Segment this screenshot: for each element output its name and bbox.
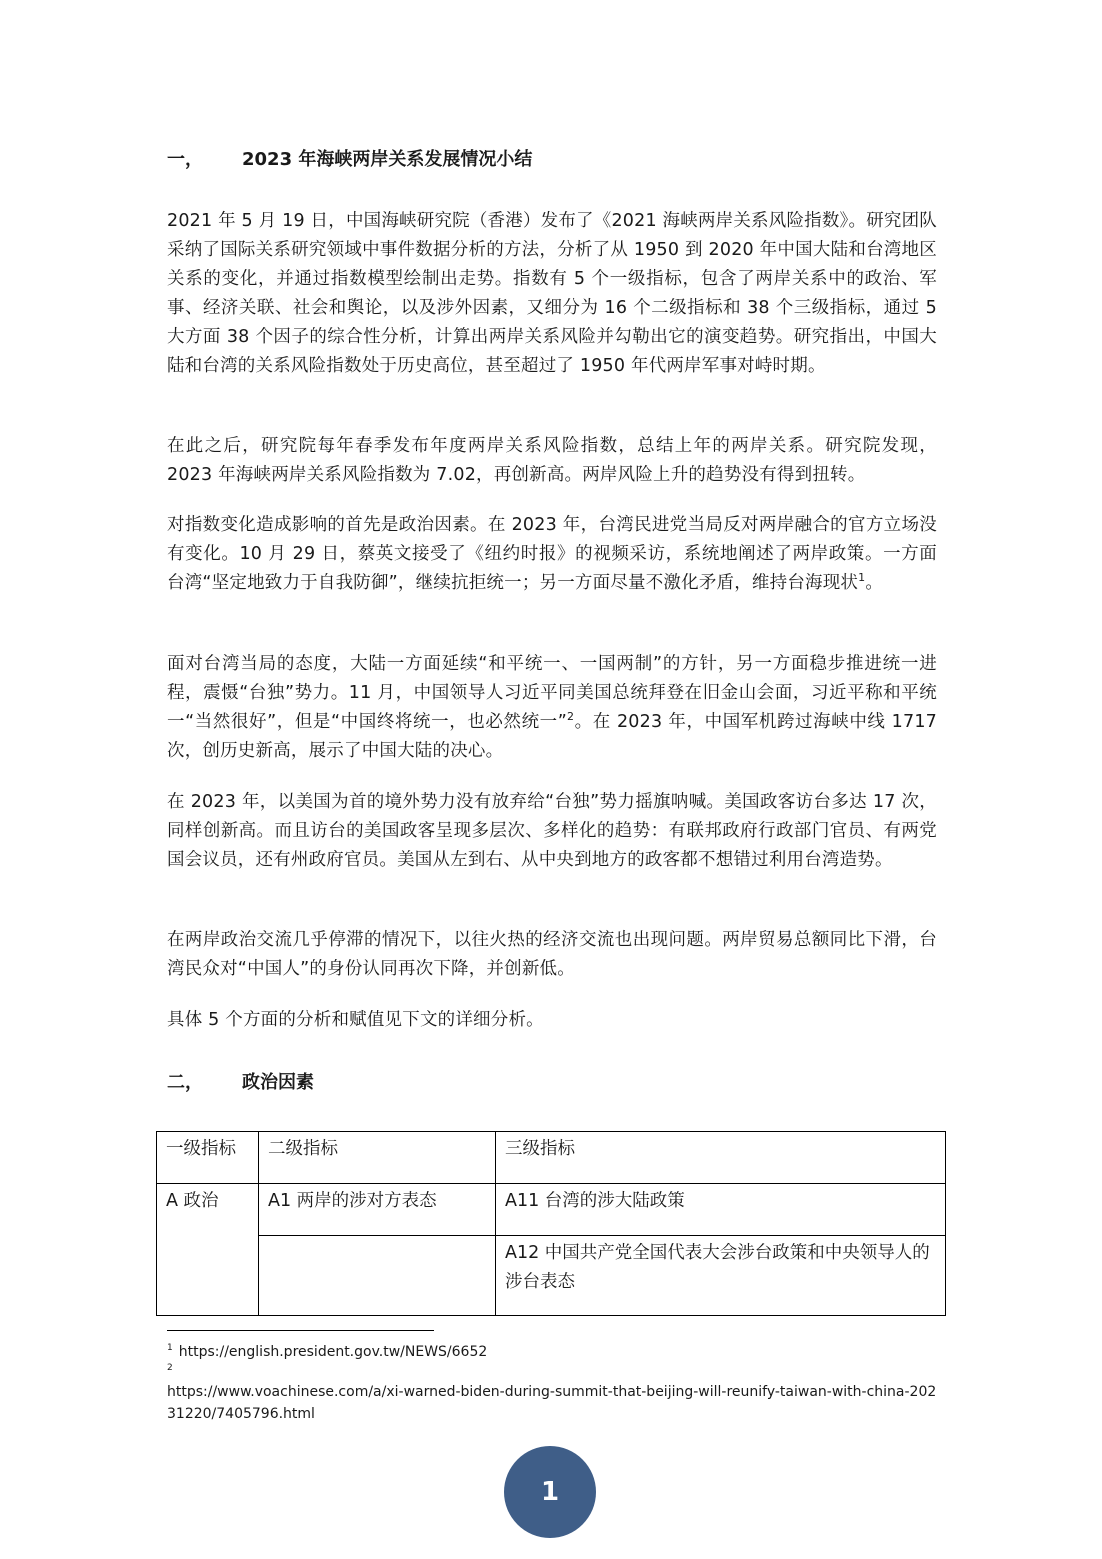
paragraph: 具体 5 个方面的分析和赋值见下文的详细分析。 [167, 1010, 544, 1030]
table-header-row [157, 1132, 946, 1184]
table-cell: A11 台湾的涉大陆政策 [496, 1184, 946, 1236]
section-heading-1 [167, 148, 532, 172]
page-number-badge: 1 [504, 1446, 596, 1538]
section-title: 2023 年海峡两岸关系发展情况小结 [242, 149, 533, 170]
paragraph-text: 面对台湾当局的态度，大陆一方面延续“和平统一、一国两制”的方针，另一方面稳步推进统一进程，震慑“台独”势力。11 月，中国领导人习近平同美国总统拜登在旧金山会面，习近平称和平统一“当然很好”，但是“中国终将统一，也必然统一” [167, 654, 937, 732]
paragraph: 在 2023 年，以美国为首的境外势力没有放弃给“台独”势力摇旗呐喊。美国政客访台多达 17 次，同样创新高。而且访台的美国政客呈现多层次、多样化的趋势：有联邦政府行政部门官员、有两党国会议员，还有州政府官员。美国从左到右、从中央到地方的政客都不想错过利用台湾造势。 [167, 792, 937, 870]
section-number: 一， [167, 149, 203, 170]
table-header-cell: 一级指标 [157, 1132, 259, 1184]
section-number: 二， [167, 1072, 203, 1093]
footnote-marker: 1 [167, 1343, 173, 1354]
paragraph: 2021 年 5 月 19 日，中国海峡研究院（香港）发布了《2021 海峡两岸关系风险指数》。研究团队采纳了国际关系研究领域中事件数据分析的方法，分析了从 1950 到 2020 年中国大陆和台湾地区关系的变化，并通过指数模型绘制出走势。指数有 5 个一级指标，包含了两岸关系中的政治、军事、经济关联、社会和舆论，以及涉外因素，又细分为 16 个二级指标和 38 个三级指标，通过 5 大方面 38 个因子的综合性分析，计算出两岸关系风险并勾勒出它的演变趋势。研究指出，中国大陆和台湾的关系风险指数处于历史高位，甚至超过了 1950 年代两岸军事对峙时期。 [167, 211, 937, 376]
table-cell: A1 两岸的涉对方表态 [259, 1184, 496, 1236]
footnote-divider [167, 1330, 434, 1331]
paragraph-text: 。 [865, 573, 884, 593]
table-row [157, 1184, 946, 1236]
table-cell: A12 中国共产党全国代表大会涉台政策和中央领导人的涉台表态 [496, 1236, 946, 1316]
footnote-ref-1[interactable]: 1 [858, 571, 866, 585]
paragraph [167, 650, 937, 766]
table-cell [259, 1236, 496, 1316]
table-cell: A 政治 [157, 1184, 259, 1316]
footnote-marker: 2 [167, 1363, 173, 1373]
footnote-1 [167, 1341, 937, 1363]
paragraph: 在两岸政治交流几乎停滞的情况下，以往火热的经济交流也出现问题。两岸贸易总额同比下滑，台湾民众对“中国人”的身份认同再次下降，并创新低。 [167, 930, 937, 979]
section-heading-2 [167, 1071, 314, 1095]
section-title: 政治因素 [242, 1072, 314, 1093]
table-header-cell: 三级指标 [496, 1132, 946, 1184]
indicator-table [156, 1131, 946, 1316]
paragraph [167, 511, 937, 598]
table-row [157, 1236, 946, 1316]
paragraph-text: 对指数变化造成影响的首先是政治因素。在 2023 年，台湾民进党当局反对两岸融合的官方立场没有变化。10 月 29 日，蔡英文接受了《纽约时报》的视频采访，系统地阐述了两岸政策。一方面台湾“坚定地致力于自我防御”，继续抗拒统一；另一方面尽量不激化矛盾，维持台海现状 [167, 515, 937, 593]
footnote-link[interactable]: https://english.president.gov.tw/NEWS/6652 [178, 1344, 488, 1360]
footnote-ref-2[interactable]: 2 [567, 710, 575, 724]
paragraph-text: 。在 2023 年，中国军机跨过海峡中线 1717 次，创历史新高，展示了中国大陆的决心。 [167, 712, 937, 761]
footnote-link[interactable]: https://www.voachinese.com/a/xi-warned-biden-during-summit-that-beijing-will-reunify-taiwan-with-china-20231220/7405796.html [167, 1384, 937, 1422]
table-header-cell: 二级指标 [259, 1132, 496, 1184]
paragraph: 在此之后，研究院每年春季发布年度两岸关系风险指数，总结上年的两岸关系。研究院发现，2023 年海峡两岸关系风险指数为 7.02，再创新高。两岸风险上升的趋势没有得到扭转。 [167, 436, 937, 485]
